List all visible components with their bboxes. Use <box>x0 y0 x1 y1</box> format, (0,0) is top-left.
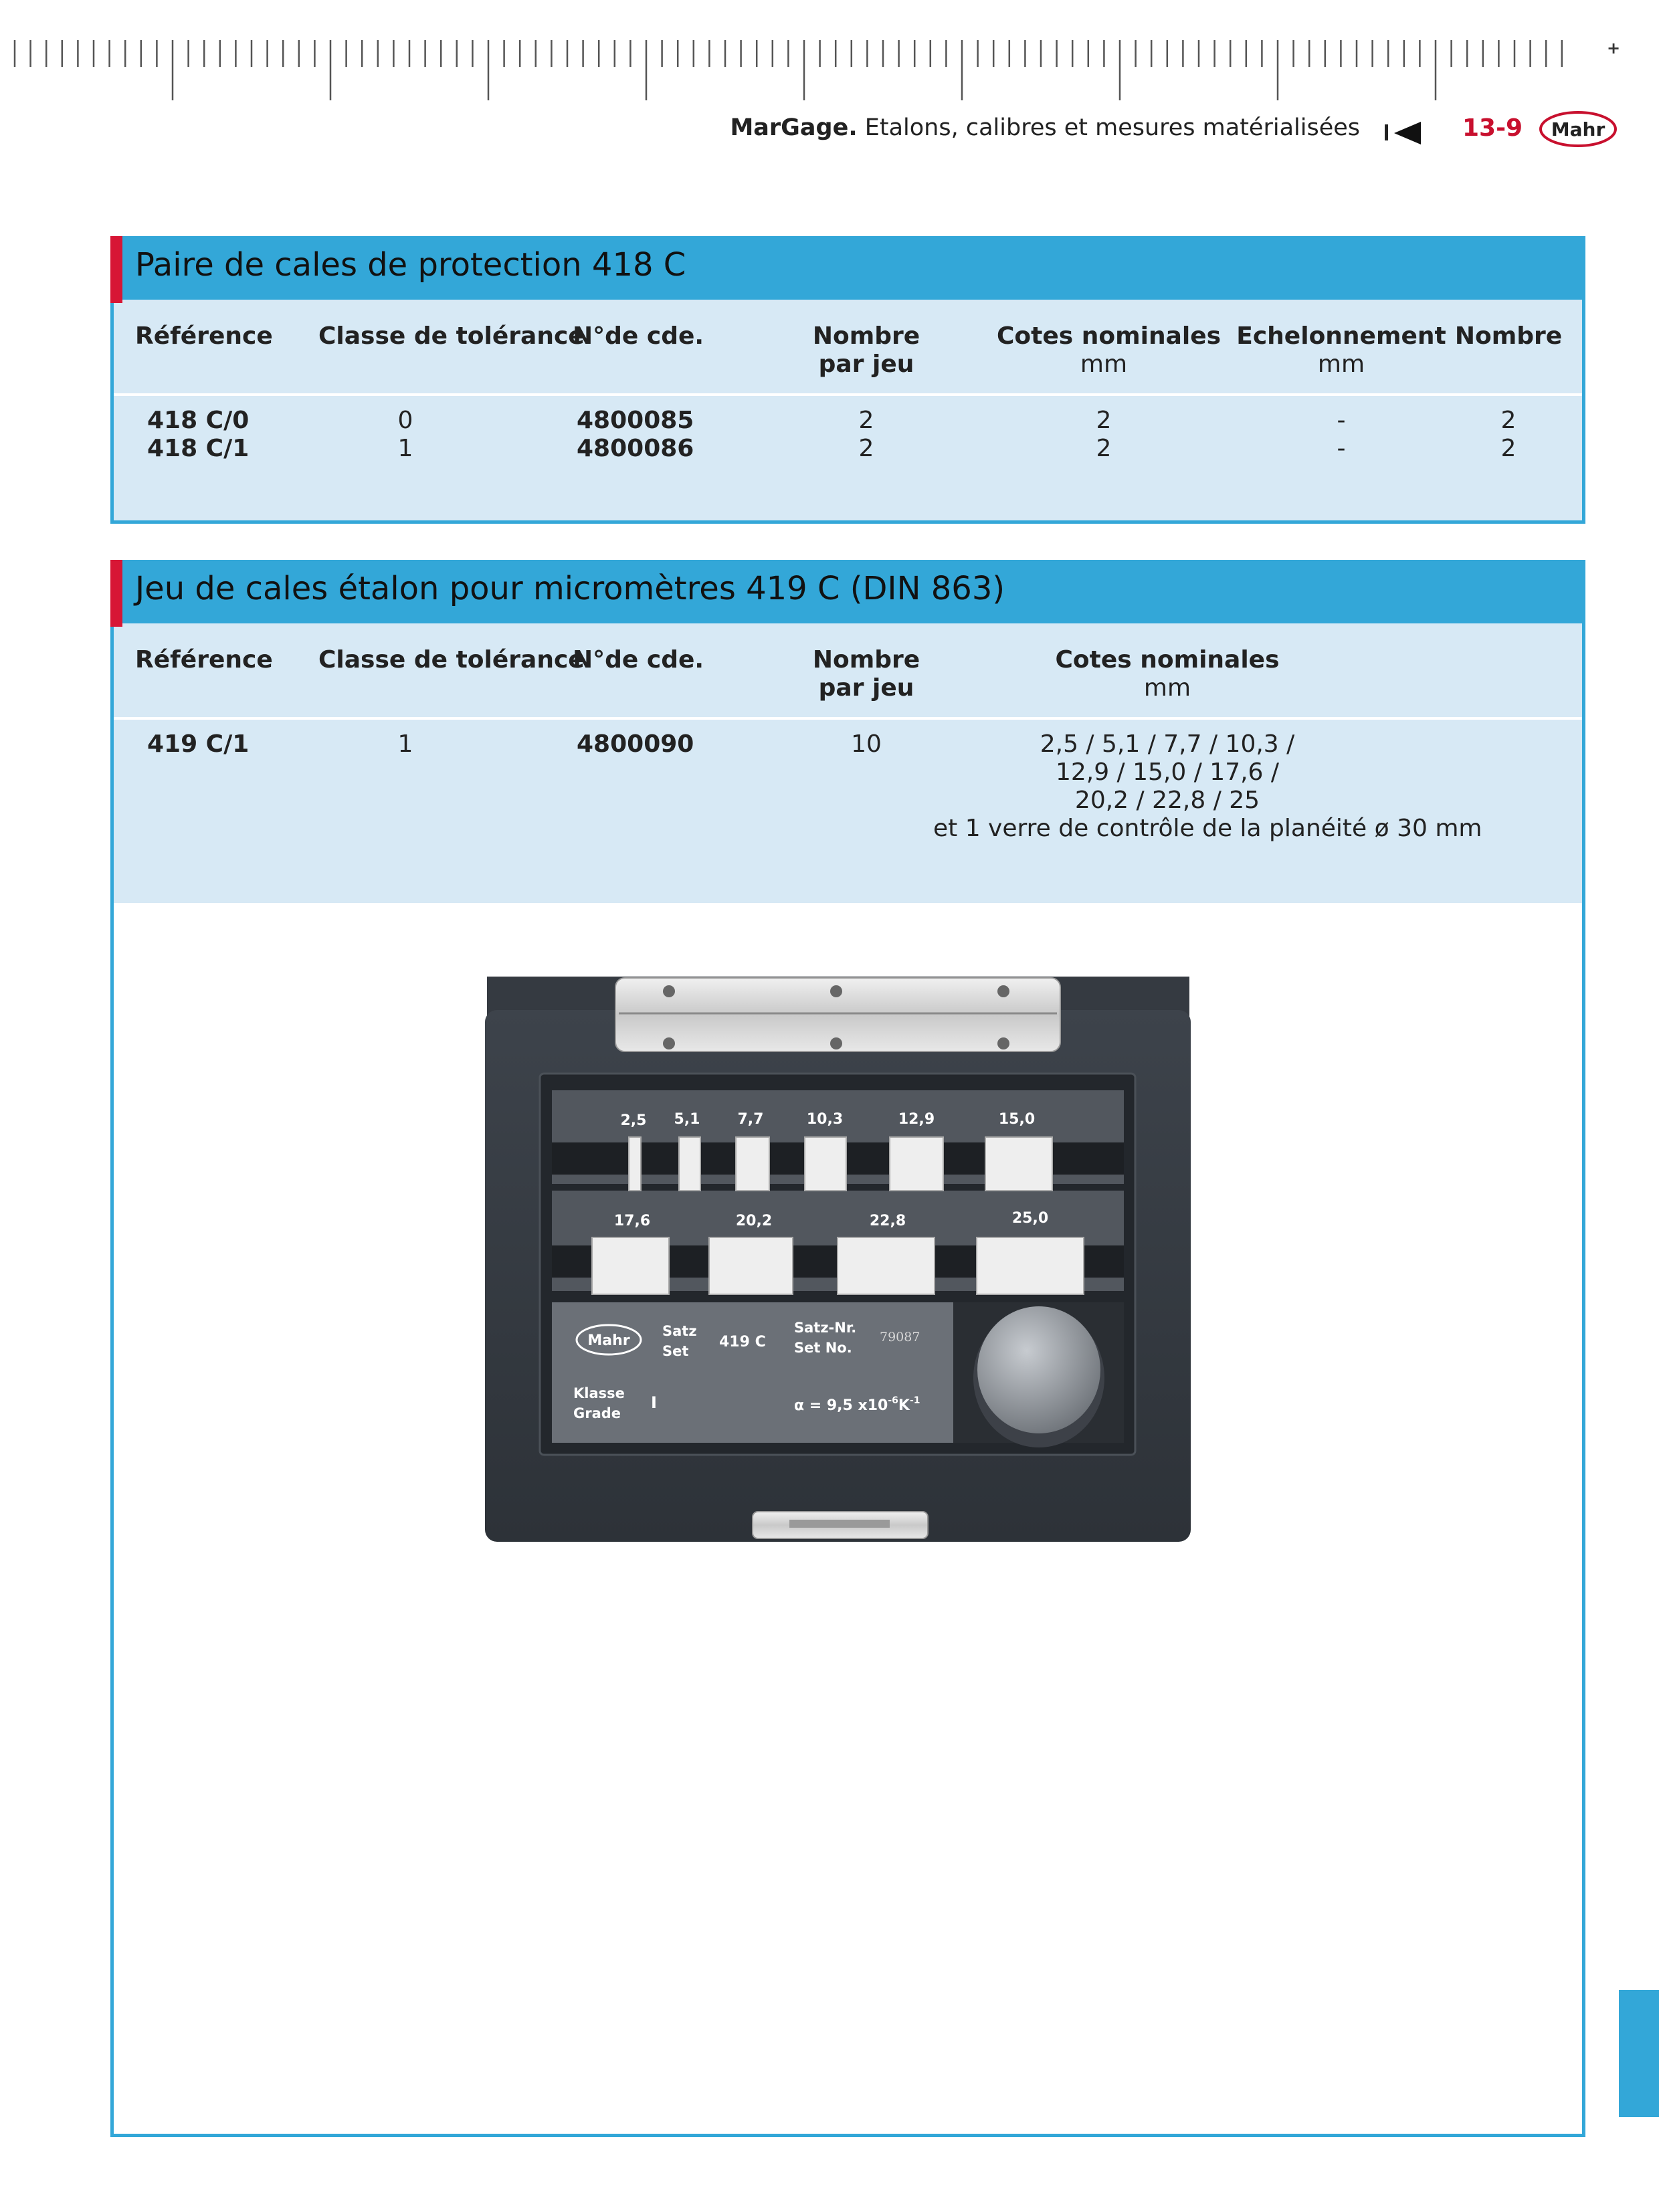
cell-classe: 0 <box>397 407 413 434</box>
block-label: 15,0 <box>998 1111 1036 1128</box>
cell-reference: 419 C/1 <box>147 730 250 758</box>
cell-par-jeu: 2 <box>858 407 874 434</box>
red-accent <box>110 236 122 303</box>
block-label: 5,1 <box>674 1111 700 1128</box>
header-brand: MarGage. <box>730 114 858 141</box>
block-label: 10,3 <box>806 1111 844 1128</box>
mahr-logo <box>1539 110 1618 148</box>
col-cotes-unit: mm <box>1143 674 1191 702</box>
header-separator <box>114 717 1582 720</box>
cell-echel: - <box>1337 407 1346 434</box>
plate-alpha: α = 9,5 $x10^{-6}K^{-1}$ <box>794 1395 920 1414</box>
page-number: 13-9 <box>1462 114 1523 142</box>
product-photo <box>485 977 1191 1542</box>
top-ruler <box>0 37 1605 104</box>
cell-classe: 1 <box>397 435 413 462</box>
plate-logo: Mahr <box>587 1332 630 1349</box>
gauge-block-case-image <box>485 977 1191 1542</box>
header-separator <box>114 393 1582 396</box>
block-label: 25,0 <box>1011 1210 1049 1227</box>
col-nombre-jeu-line2: par jeu <box>818 674 914 702</box>
nav-bar-icon <box>1385 124 1388 140</box>
plate-satz: Satz <box>662 1323 697 1339</box>
block-label: 17,6 <box>613 1213 651 1229</box>
plate-grade: Grade <box>573 1405 621 1421</box>
cell-cotes <box>933 730 1482 843</box>
plate-set: Set <box>662 1343 689 1359</box>
section-title-bar <box>114 563 1582 623</box>
cotes-line: 12,9 / 15,0 / 17,6 / <box>1055 759 1280 786</box>
cell-cotes: 2 <box>1096 435 1112 462</box>
cell-par-jeu: 2 <box>858 435 874 462</box>
col-nombre-jeu-line1: Nombre <box>812 322 920 350</box>
cotes-line: et 1 verre de contrôle de la planéité ø 30 mm <box>933 815 1482 842</box>
col-classe: Classe de tolérance <box>318 646 585 674</box>
cell-nombre: 2 <box>1500 407 1517 434</box>
col-ncde: N°de cde. <box>573 646 704 674</box>
block-label: 7,7 <box>737 1111 764 1128</box>
cell-ncde: 4800085 <box>577 407 694 434</box>
col-reference: Référence <box>135 322 273 350</box>
cell-classe: 1 <box>397 730 413 758</box>
mahr-logo-text: Mahr <box>1551 118 1605 140</box>
plate-set-no: Set No. <box>794 1340 852 1356</box>
col-nombre: Nombre <box>1454 322 1563 350</box>
col-echel <box>1234 322 1448 379</box>
col-cotes-label: Cotes nominales <box>997 322 1222 350</box>
plate-model: 419 C <box>719 1334 766 1350</box>
cell-nombre: 2 <box>1500 435 1517 462</box>
col-echel-label: Echelonnement <box>1236 322 1446 350</box>
cell-reference: 418 C/0 <box>147 407 250 434</box>
col-reference: Référence <box>135 646 273 674</box>
registration-mark: + <box>1607 39 1621 58</box>
block-label: 2,5 <box>620 1112 647 1129</box>
plate-grade-value: I <box>651 1393 657 1412</box>
page-header <box>0 110 1659 150</box>
chapter-tab <box>1619 1990 1659 2117</box>
red-accent <box>110 560 122 627</box>
cell-cotes: 2 <box>1096 407 1112 434</box>
cell-ncde: 4800086 <box>577 435 694 462</box>
col-cotes-unit: mm <box>1080 350 1128 378</box>
col-nombre-jeu <box>799 646 933 702</box>
col-echel-unit: mm <box>1317 350 1365 378</box>
back-arrow-icon <box>1394 122 1421 144</box>
cell-par-jeu: 10 <box>851 730 882 758</box>
cell-echel: - <box>1337 435 1346 462</box>
col-classe: Classe de tolérance <box>318 322 585 350</box>
section-title: Paire de cales de protection 418 C <box>135 246 686 284</box>
block-label: 20,2 <box>735 1213 773 1229</box>
section-title-bar <box>114 239 1582 300</box>
cell-ncde: 4800090 <box>577 730 694 758</box>
block-label: 22,8 <box>869 1213 906 1229</box>
header-subtitle: Etalons, calibres et mesures matérialisées <box>857 114 1360 141</box>
section-title: Jeu de cales étalon pour micromètres 419 C (DIN 863) <box>135 570 1005 607</box>
header-title <box>730 114 1360 141</box>
col-cotes <box>1034 646 1301 702</box>
block-label: 12,9 <box>898 1111 935 1128</box>
col-cotes-label: Cotes nominales <box>1055 646 1280 674</box>
cell-reference: 418 C/1 <box>147 435 250 462</box>
col-cotes <box>997 322 1222 379</box>
col-nombre-jeu-line2: par jeu <box>818 350 914 378</box>
col-nombre-jeu <box>799 322 933 379</box>
cotes-line: 20,2 / 22,8 / 25 <box>1074 787 1260 814</box>
plate-klasse: Klasse <box>573 1385 625 1401</box>
col-nombre-jeu-line1: Nombre <box>812 646 920 674</box>
col-ncde: N°de cde. <box>573 322 704 350</box>
section-418c <box>110 236 1585 524</box>
plate-satz-nr: Satz-Nr. <box>794 1320 857 1336</box>
plate-serial: 79087 <box>880 1330 920 1344</box>
cotes-line: 2,5 / 5,1 / 7,7 / 10,3 / <box>1040 730 1295 758</box>
